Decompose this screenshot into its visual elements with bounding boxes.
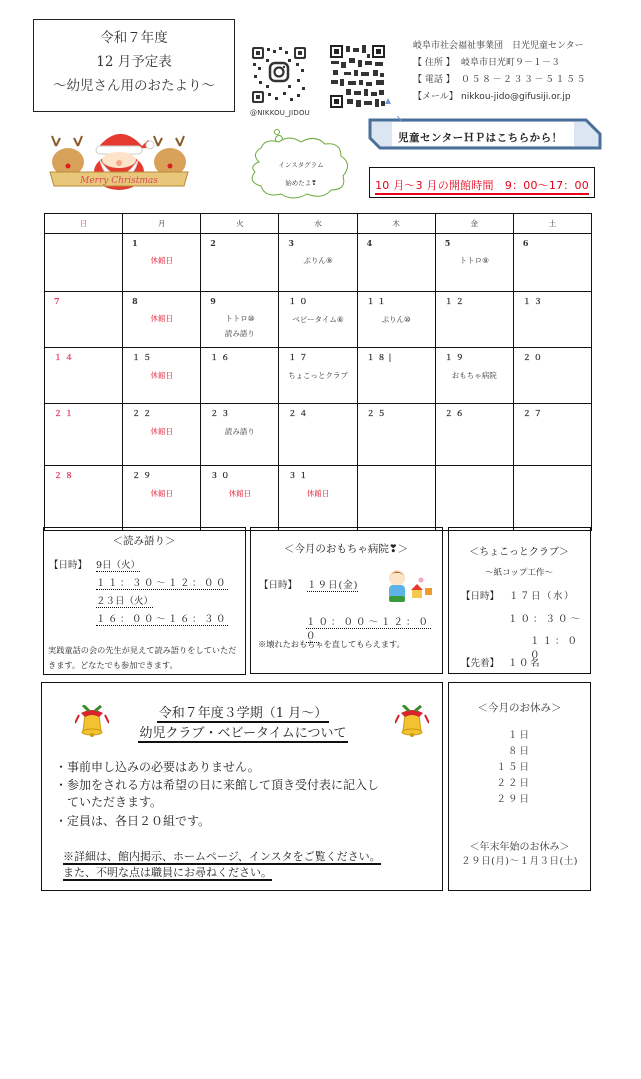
contact-info	[413, 38, 587, 106]
calendar-day-cell	[201, 348, 279, 404]
chokotto-capacity: １０名	[508, 658, 542, 669]
day-number: ２６	[444, 408, 467, 418]
calendar-day-cell	[357, 466, 435, 531]
closed-day-label: 休館日	[150, 489, 173, 498]
day-number: １５	[132, 352, 155, 362]
day-number: １６	[210, 352, 233, 362]
calendar-day-cell	[123, 348, 201, 404]
email-value[interactable]: nikkou-jido@gifusiji.or.jp	[461, 92, 571, 102]
holidays-title: ＜今月のお休み＞	[477, 702, 562, 714]
calendar-day-cell	[513, 292, 591, 348]
address-label: 【 住所 】	[413, 58, 455, 68]
toy-hospital-date: １９日(金)	[307, 580, 359, 591]
weekday-sat: 土	[513, 214, 591, 234]
calendar-day-cell	[123, 292, 201, 348]
day-number: 7	[54, 296, 63, 306]
calendar-day-cell	[201, 292, 279, 348]
toy-hospital-box	[250, 527, 443, 674]
semester-note-line1: ※詳細は、館内掲示、ホームページ、インスタをご覧ください。	[63, 850, 381, 863]
event-label: ちょこっとクラブ	[288, 371, 348, 380]
event-label: トトロ⑩	[225, 314, 255, 323]
reading-time-2: １６：００～１６：３０	[96, 614, 229, 625]
event-label: トトロ⑨	[459, 256, 489, 265]
reading-date-1: 9日（火）	[96, 560, 141, 571]
chokotto-date-label: 【日時】	[461, 591, 500, 602]
calendar-day-cell	[435, 404, 513, 466]
chokotto-date: １７日（水）	[509, 591, 576, 602]
weekday-sun: 日	[45, 214, 123, 234]
child-playing-blocks-illustration	[385, 568, 435, 604]
chokotto-title: ＜ちょこっとクラブ＞	[469, 547, 569, 558]
closed-day-label: 休館日	[306, 489, 330, 498]
calendar-week-row	[45, 404, 592, 466]
calendar-day-cell	[435, 234, 513, 292]
weekday-wed: 水	[279, 214, 357, 234]
calendar-day-cell	[201, 404, 279, 466]
calendar-week-row	[45, 466, 592, 531]
homepage-qr-code[interactable]	[329, 44, 386, 109]
calendar-day-cell	[513, 466, 591, 531]
calendar-week-row	[45, 348, 592, 404]
day-number: 9	[210, 296, 219, 306]
event-label: ベビータイム⑥	[292, 315, 344, 324]
closed-day-label: 休館日	[150, 427, 173, 436]
calendar-day-cell	[357, 292, 435, 348]
day-number: ３０	[210, 470, 233, 480]
instagram-qr-code[interactable]	[250, 45, 308, 105]
day-number: ２２	[132, 408, 155, 418]
day-number: １８|	[366, 352, 395, 362]
email-label: 【メール】	[413, 92, 458, 102]
weekday-tue: 火	[201, 214, 279, 234]
day-number: １９	[444, 352, 467, 362]
semester-info-box	[41, 682, 443, 891]
reading-note: 実践童話の会の先生が見えて読み語りをしていただきます。どなたでも参加できます。	[48, 645, 237, 670]
day-number: １１	[366, 296, 389, 306]
calendar-day-cell	[513, 234, 591, 292]
day-number: ２３	[210, 408, 233, 418]
calendar-day-cell	[357, 234, 435, 292]
chokotto-time-start: １０：３０～	[508, 614, 584, 625]
day-number: ２４	[288, 408, 311, 418]
toy-hospital-date-label: 【日時】	[259, 580, 298, 591]
chokotto-club-box	[448, 527, 591, 674]
holidays-box	[448, 682, 591, 891]
calendar-day-cell	[435, 292, 513, 348]
semester-title-line1: 令和７年度３学期（1 月～）	[158, 706, 328, 721]
opening-hours-text: 10 月～3 月の開館時間 9：00～17：00	[375, 179, 589, 195]
day-number: ２８	[54, 470, 76, 480]
merry-christmas-text: Merry Christmas	[80, 176, 158, 186]
holiday-day: １５日	[496, 762, 531, 773]
day-number: １０	[288, 296, 311, 306]
weekday-fri: 金	[435, 214, 513, 234]
toy-hospital-note: ※壊れたおもちゃを直してもらえます。	[258, 639, 405, 649]
event-label: 読み語り	[224, 427, 255, 436]
holiday-day: ２９日	[496, 794, 531, 805]
title-line-month: 12 月予定表	[96, 54, 172, 70]
event-label: ぷりん⑨	[303, 256, 333, 265]
calendar-day-cell	[435, 348, 513, 404]
holiday-day: ８日	[507, 746, 531, 757]
weekday-thu: 木	[357, 214, 435, 234]
calendar-day-cell	[435, 466, 513, 531]
day-number: ２０	[522, 352, 545, 362]
semester-bullet-3: ・定員は、各日２０組です。	[55, 814, 211, 828]
calendar-day-cell	[123, 234, 201, 292]
calendar-day-cell	[45, 404, 123, 466]
calendar-day-cell	[279, 348, 357, 404]
calendar-day-cell	[279, 466, 357, 531]
day-number: 5	[444, 238, 454, 248]
day-number: 1	[132, 238, 141, 248]
calendar-day-cell	[123, 466, 201, 531]
calendar-day-cell	[279, 292, 357, 348]
reading-title: ＜読み語り＞	[112, 535, 176, 547]
day-number: 3	[288, 238, 297, 248]
calendar-day-cell	[513, 404, 591, 466]
calendar-day-cell	[45, 292, 123, 348]
event-label: ぷりん⑩	[381, 315, 411, 324]
organization-name: 岐阜市社会福祉事業団 日光児童センター	[413, 41, 584, 51]
instagram-handle: @NIKKOU_JIDOU	[250, 109, 310, 117]
instagram-thought-cloud	[245, 128, 353, 200]
calendar-day-cell	[201, 466, 279, 531]
semester-bullet-1: ・事前申し込みの必要はありません。	[55, 760, 260, 774]
calendar-day-cell	[45, 348, 123, 404]
chokotto-time-end: １１：００	[530, 636, 581, 661]
event-label: おもちゃ病院	[451, 371, 497, 380]
holiday-day: ２２日	[496, 778, 531, 789]
calendar-day-cell	[45, 234, 123, 292]
semester-bullet-2-cont: ていただきます。	[55, 795, 163, 809]
reading-date-2: ２３日（火）	[96, 596, 154, 607]
calendar-day-cell	[279, 404, 357, 466]
title-line-year: 令和７年度	[100, 30, 168, 46]
calendar-week-row	[45, 234, 592, 292]
reading-date-label: 【日時】	[49, 560, 88, 571]
day-number: １７	[288, 352, 311, 362]
chokotto-capacity-label: 【先着】	[461, 658, 500, 669]
title-line-subtitle: ～幼児さん用のおたより～	[53, 78, 215, 94]
closed-day-label: 休館日	[150, 256, 173, 265]
calendar-day-cell	[279, 234, 357, 292]
opening-hours-box	[369, 167, 595, 198]
semester-title-line2: 幼児クラブ・ベビータイムについて	[139, 726, 347, 741]
holiday-days-list	[449, 728, 590, 808]
day-number: ２７	[522, 408, 545, 418]
day-number: ２９	[132, 470, 155, 480]
day-number: ３１	[288, 470, 311, 480]
calendar-day-cell	[357, 404, 435, 466]
calendar-day-cell	[123, 404, 201, 466]
day-number: 4	[366, 238, 376, 248]
day-number: １４	[54, 352, 76, 362]
closed-day-label: 休館日	[150, 314, 173, 323]
phone-label: 【 電話 】	[413, 75, 455, 85]
event-label: 読み語り	[224, 329, 255, 338]
newyear-holidays-title: ＜年末年始のお休み＞	[469, 842, 570, 853]
calendar-day-cell	[513, 348, 591, 404]
homepage-callout-text: 児童センターＨＰはこちらから！	[398, 132, 563, 144]
reading-time-1: １１：３０～１２：００	[96, 578, 229, 589]
day-number: １３	[522, 296, 545, 306]
chokotto-subtitle: ～紙コップ工作～	[485, 568, 553, 578]
weekday-mon: 月	[123, 214, 201, 234]
santa-reindeer-illustration	[44, 120, 194, 192]
semester-note-line2: また、不明な点は職員にお尋ねください。	[63, 866, 272, 879]
phone-value: ０５８－２３３－５１５５	[461, 75, 588, 85]
newsletter-title-box	[33, 19, 235, 112]
holiday-day: １日	[507, 730, 531, 741]
toy-hospital-title: ＜今月のおもちゃ病院❣＞	[283, 543, 409, 555]
calendar-week-row	[45, 292, 592, 348]
address-value: 岐阜市日光町９－１－３	[461, 58, 561, 68]
weekday-header-row	[45, 214, 592, 234]
newyear-holidays-range: ２９日(月)～１月３日(土)	[461, 856, 578, 867]
day-number: １２	[444, 296, 467, 306]
calendar-day-cell	[201, 234, 279, 292]
day-number: ２５	[366, 408, 389, 418]
day-number: 6	[522, 238, 532, 248]
day-number: 8	[132, 296, 141, 306]
day-number: 2	[210, 238, 219, 248]
closed-day-label: 休館日	[228, 489, 252, 498]
calendar-table	[44, 213, 592, 531]
cloud-text-line1: インスタグラム	[278, 161, 324, 169]
toy-hospital-time: １０：００～１２：００	[306, 617, 432, 642]
arrow-up-icon	[385, 98, 391, 104]
cloud-text-line2: 始めたよ❣	[285, 179, 317, 187]
calendar-day-cell	[357, 348, 435, 404]
semester-bullet-2: ・参加をされる方は希望の日に来館して頂き受付表に記入し	[55, 778, 380, 792]
calendar-day-cell	[45, 466, 123, 531]
reading-event-box	[43, 527, 246, 675]
closed-day-label: 休館日	[150, 371, 173, 380]
day-number: ２１	[54, 408, 76, 418]
